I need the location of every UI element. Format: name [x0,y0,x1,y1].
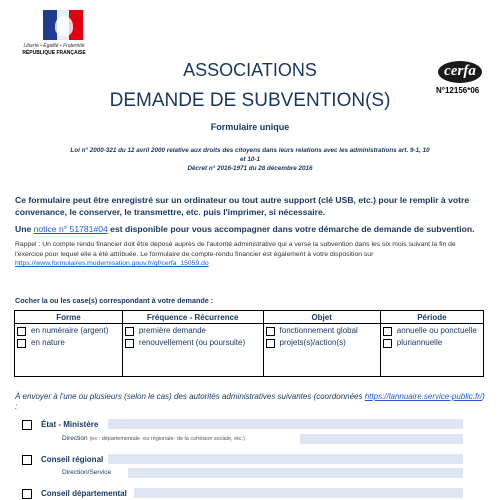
checkbox-premiere-demande[interactable] [125,327,134,336]
direction-label-row [62,435,245,442]
checkbox-fonctionnement[interactable] [266,327,275,336]
law-line-1: Loi n° 2000-321 du 12 avril 2000 relative aux droits des citoyens dans leurs relations avec les administrations art. 9-1, 10 [70,147,430,154]
authority-etat [22,419,98,430]
direction-label: Direction [62,435,88,442]
label-fonctionnement: fonctionnement global [279,326,358,335]
annuaire-link[interactable]: https://lannuaire.service-public.fr/ [364,392,483,401]
checkbox-annuelle[interactable] [383,327,392,336]
label-renouvellement: renouvellement (ou poursuite) [138,338,246,347]
checkbox-projets[interactable] [266,339,275,348]
authority-region [22,454,103,465]
envoyer-text: À envoyer à l'une ou plusieurs (selon le cas) des autorités administratives suivantes (coordonnées [15,392,365,401]
checkbox-region[interactable] [22,455,32,465]
col-frequence: Fréquence - Récurrence [122,311,263,324]
label-nature: en nature [31,338,65,347]
checkbox-renouvellement[interactable] [125,339,134,348]
col-forme: Forme [15,311,123,324]
label-numeraire: en numéraire (argent) [31,326,109,335]
cocher-instruction: Cocher la ou les case(s) correspondant à votre demande : [15,296,214,305]
direction-service-input[interactable] [128,468,463,478]
notice-suffix: est disponible pour vous accompagner dans votre démarche de demande de subvention. [107,224,475,234]
form-subtitle: Formulaire unique [210,122,290,132]
authority-departement [22,488,127,499]
label-premiere-demande: première demande [138,326,207,335]
cerfa-number: N°12156*06 [436,86,480,95]
checkbox-pluriannuelle[interactable] [383,339,392,348]
law-line-3: Décret n° 2016-1971 du 28 décembre 2016 [187,165,313,172]
checkbox-departement[interactable] [22,489,32,499]
notice-link[interactable]: notice n° 51781#04 [33,224,108,234]
label-projets: projets(s)/action(s) [279,338,346,347]
request-type-table [14,310,484,377]
departement-input[interactable] [134,488,463,498]
col-periode: Période [380,311,483,324]
authority-departement-label: Conseil départemental [41,489,127,498]
direction-input[interactable] [300,434,463,444]
intro-text: Ce formulaire peut être enregistré sur un ordinateur ou tout autre support (clé USB, etc.) pour le remplir à votre convenance, le conserver, le transmettre, etc. puis l'imprimer, si nécessaire. [15,195,470,217]
republic-name: RÉPUBLIQUE FRANÇAISE [22,50,86,56]
page-title: DEMANDE DE SUBVENTION(S) [109,90,391,111]
authority-etat-label: État - Ministère [41,420,99,429]
notice-line [15,224,485,234]
rappel-text [15,240,485,269]
label-pluriannuelle: pluriannuelle [396,338,443,347]
law-reference [40,146,460,173]
title-associations: ASSOCIATIONS [183,60,317,80]
ministere-input[interactable] [108,419,463,429]
region-input[interactable] [108,454,463,464]
rappel-body: Rappel : Un compte rendu financier doit être déposé auprès de l'autorité administrative qui a versé la subvention dans les six mois suivant la fin de l'exercice pour lequel elle a été attribuée. Le formulaire de compte-rendu financier est également à votre disposition sur [15,241,456,258]
checkbox-nature[interactable] [17,339,26,348]
envoyer-instruction [15,392,485,412]
direction-hint: (ex : départementale -ou régionale- de la cohésion sociale, etc.) [89,436,245,442]
label-annuelle: annuelle ou ponctuelle [396,326,477,335]
direction-service-row [62,469,111,476]
envoyer-suffix: ) : [15,392,485,411]
direction-service-label: Direction/Service [62,469,112,476]
rappel-link[interactable]: https://www.formulaires.modernisation.gouv.fr/gf/cerfa_15059.do [15,260,209,267]
checkbox-etat[interactable] [22,420,32,430]
marianne-logo [25,10,85,40]
law-line-2: et 10-1 [240,156,260,163]
checkbox-numeraire[interactable] [17,327,26,336]
col-objet: Objet [263,311,380,324]
notice-prefix: Une [15,224,34,234]
republic-motto: Liberté • Égalité • Fraternité [23,43,85,49]
cerfa-logo: cerfa [438,61,482,83]
authority-region-label: Conseil régional [41,455,104,464]
